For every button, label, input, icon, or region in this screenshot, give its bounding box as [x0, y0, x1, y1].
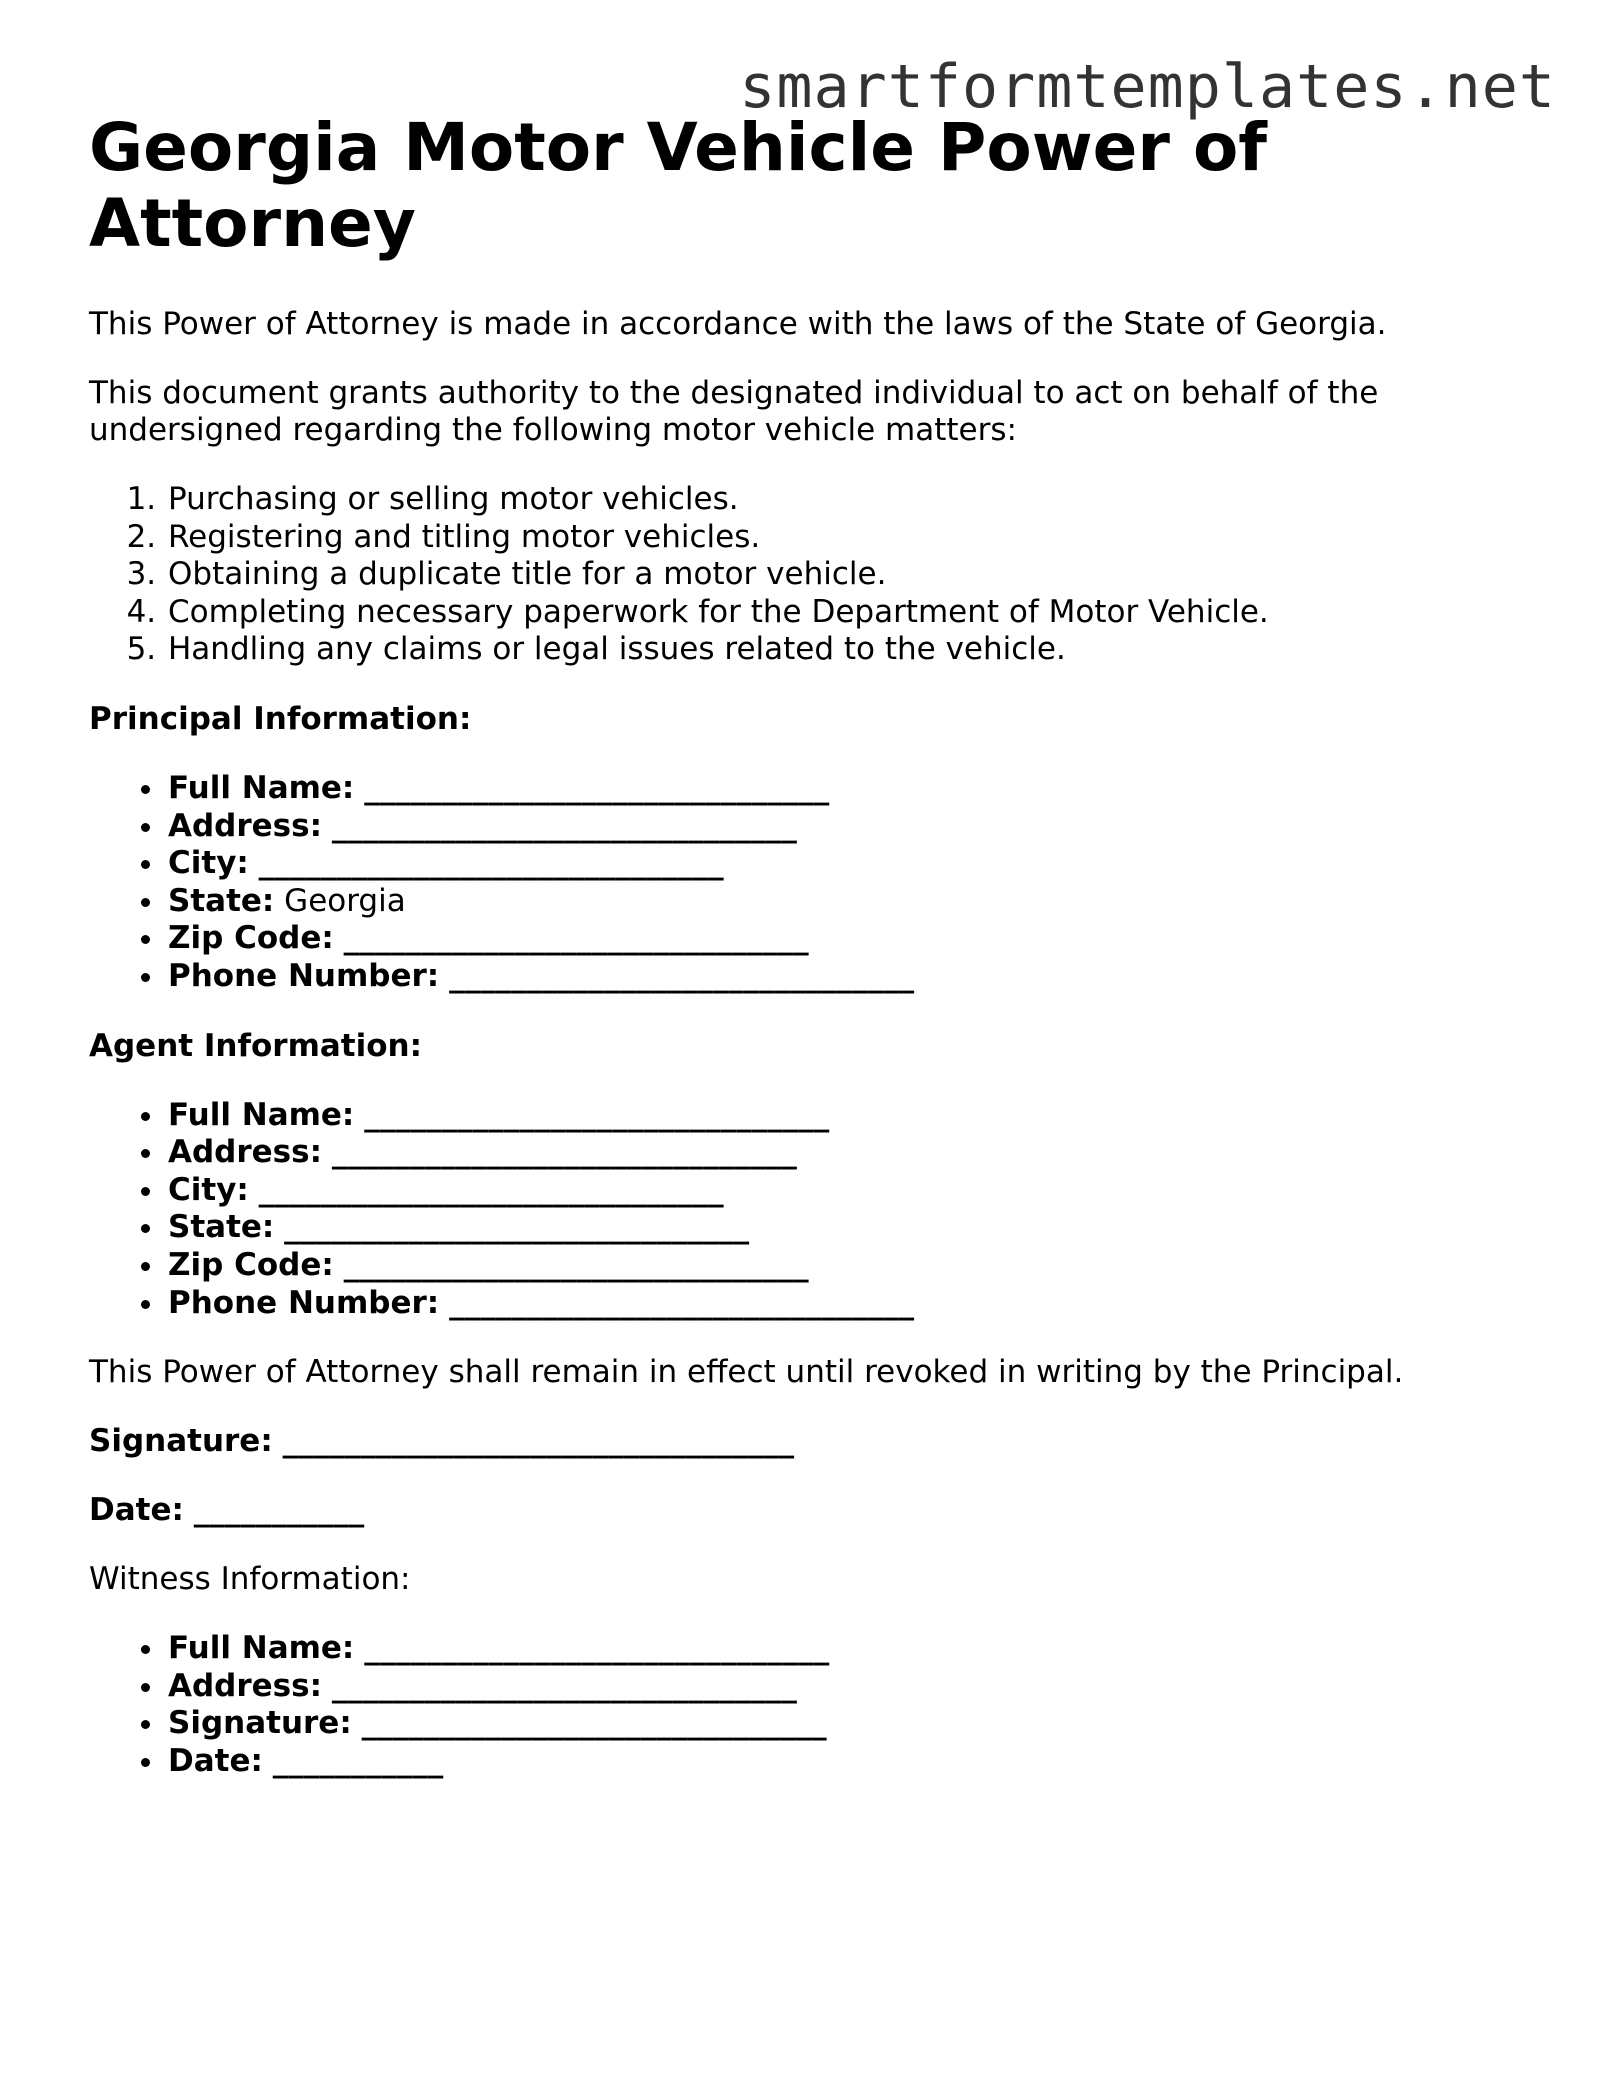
field-label: State:	[168, 1209, 275, 1246]
intro-paragraph: This Power of Attorney is made in accordance with the laws of the State of Georgia.	[89, 306, 1387, 342]
agent-heading: Agent Information:	[89, 1027, 422, 1064]
agent-phone-blank[interactable]: ______________________________	[449, 1284, 915, 1321]
list-item: 1. Purchasing or selling motor vehicles.	[166, 481, 1529, 519]
principal-fields	[89, 770, 1529, 996]
field-label: Phone Number:	[168, 1284, 440, 1321]
signature-blank[interactable]: _________________________________	[282, 1423, 795, 1460]
agent-fields	[89, 1097, 1529, 1323]
field-label: State:	[168, 882, 275, 919]
agent-full-name-blank[interactable]: ______________________________	[364, 1096, 830, 1133]
agent-address-field	[166, 1134, 1529, 1172]
date-label: Date:	[89, 1492, 184, 1529]
witness-date-field	[166, 1743, 1529, 1781]
witness-address-field	[166, 1668, 1529, 1706]
principal-full-name-field	[166, 770, 1529, 808]
field-label: Full Name:	[168, 1096, 355, 1133]
agent-zip-field	[166, 1247, 1529, 1285]
agent-state-field	[166, 1209, 1529, 1247]
effect-paragraph: This Power of Attorney shall remain in effect until revoked in writing by the Principal.	[89, 1354, 1404, 1391]
grant-paragraph: This document grants authority to the designated individual to act on behalf of the undersigned regarding the following motor vehicle matters:	[89, 375, 1379, 448]
principal-zip-blank[interactable]: ______________________________	[343, 920, 809, 957]
list-item: 4. Completing necessary paperwork for the Department of Motor Vehicle.	[166, 594, 1529, 632]
field-label: City:	[168, 845, 249, 882]
witness-full-name-blank[interactable]: ______________________________	[364, 1630, 830, 1667]
agent-zip-blank[interactable]: ______________________________	[343, 1246, 809, 1283]
field-label: City:	[168, 1171, 249, 1208]
witness-heading: Witness Information:	[89, 1561, 411, 1598]
field-label: Full Name:	[168, 769, 355, 806]
witness-fields	[89, 1630, 1529, 1780]
witness-signature-field	[166, 1705, 1529, 1743]
agent-phone-field	[166, 1285, 1529, 1323]
field-label: Zip Code:	[168, 920, 334, 957]
principal-city-field	[166, 845, 1529, 883]
principal-phone-blank[interactable]: ______________________________	[449, 957, 915, 994]
principal-zip-field	[166, 920, 1529, 958]
list-item: 2. Registering and titling motor vehicles.	[166, 519, 1529, 557]
agent-full-name-field	[166, 1097, 1529, 1135]
principal-phone-field	[166, 958, 1529, 996]
document-body	[89, 110, 1529, 1812]
list-item: 3. Obtaining a duplicate title for a motor vehicle.	[166, 556, 1529, 594]
witness-address-blank[interactable]: ______________________________	[331, 1667, 797, 1704]
principal-state-field	[166, 883, 1529, 921]
principal-state-value: Georgia	[284, 882, 406, 919]
field-label: Signature:	[168, 1705, 352, 1742]
agent-address-blank[interactable]: ______________________________	[331, 1134, 797, 1171]
principal-city-blank[interactable]: ______________________________	[258, 845, 724, 882]
agent-city-blank[interactable]: ______________________________	[258, 1171, 724, 1208]
principal-heading: Principal Information:	[89, 700, 472, 737]
field-label: Address:	[168, 1134, 322, 1171]
watermark: smartformtemplates.net	[739, 52, 1556, 122]
signature-line	[89, 1423, 1529, 1460]
date-blank[interactable]: ___________	[193, 1492, 365, 1529]
field-label: Full Name:	[168, 1630, 355, 1667]
field-label: Address:	[168, 1667, 322, 1704]
matters-list	[89, 481, 1529, 669]
witness-signature-blank[interactable]: ______________________________	[361, 1705, 827, 1742]
page-title: Georgia Motor Vehicle Power of Attorney	[89, 109, 1268, 262]
witness-full-name-field	[166, 1630, 1529, 1668]
witness-date-blank[interactable]: ___________	[272, 1742, 444, 1779]
agent-city-field	[166, 1172, 1529, 1210]
date-line	[89, 1492, 1529, 1529]
field-label: Phone Number:	[168, 957, 440, 994]
signature-label: Signature:	[89, 1423, 273, 1460]
list-item: 5. Handling any claims or legal issues related to the vehicle.	[166, 631, 1529, 669]
principal-full-name-blank[interactable]: ______________________________	[364, 769, 830, 806]
principal-address-blank[interactable]: ______________________________	[331, 807, 797, 844]
field-label: Zip Code:	[168, 1246, 334, 1283]
field-label: Date:	[168, 1742, 263, 1779]
agent-state-blank[interactable]: ______________________________	[284, 1209, 750, 1246]
principal-address-field	[166, 808, 1529, 846]
field-label: Address:	[168, 807, 322, 844]
